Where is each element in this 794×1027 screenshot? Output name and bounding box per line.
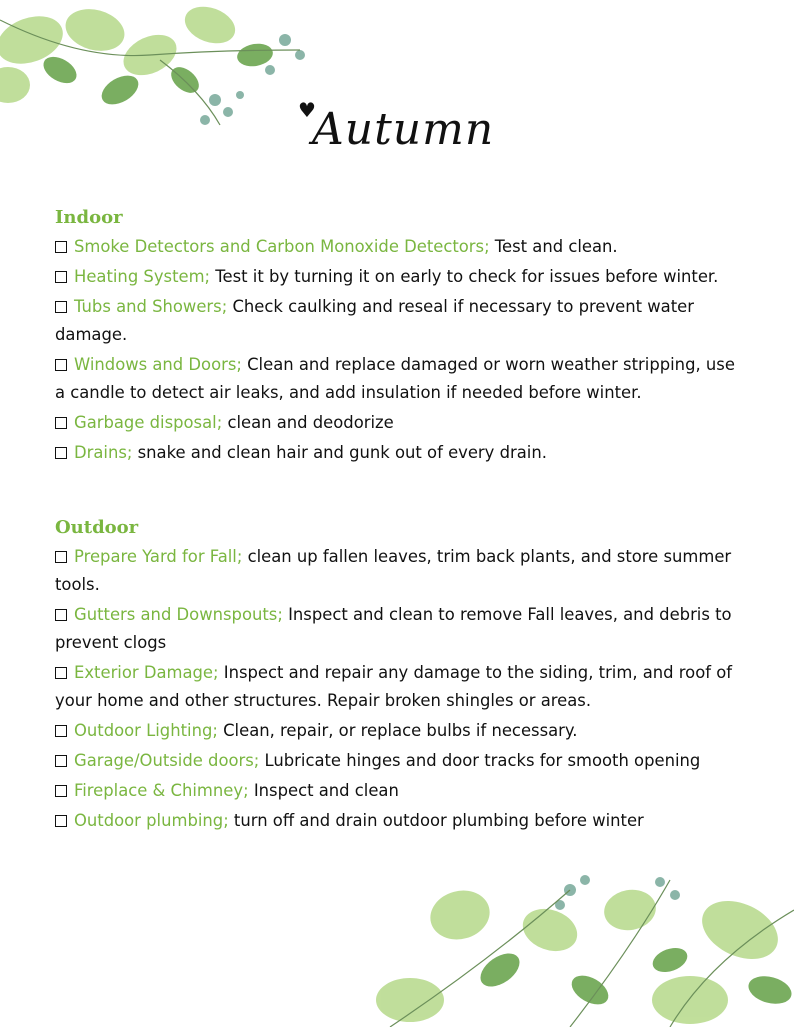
page-title: Autumn — [312, 104, 495, 155]
item-description: Lubricate hinges and door tracks for smooth opening — [259, 751, 701, 770]
checkbox[interactable] — [55, 301, 67, 313]
checkbox[interactable] — [55, 271, 67, 283]
checklist-item — [55, 717, 745, 745]
item-description: clean and deodorize — [222, 413, 394, 432]
checklist-item — [55, 351, 745, 407]
checkbox[interactable] — [55, 551, 67, 563]
checklist-item — [55, 263, 745, 291]
checkbox[interactable] — [55, 815, 67, 827]
checklist-item — [55, 439, 745, 467]
item-description: snake and clean hair and gunk out of every drain. — [132, 443, 547, 462]
section-indoor — [55, 207, 745, 469]
checklist-item — [55, 777, 745, 805]
item-name: Gutters and Downspouts; — [74, 605, 283, 624]
checklist-item — [55, 543, 745, 599]
checkbox[interactable] — [55, 447, 67, 459]
item-name: Drains; — [74, 443, 133, 462]
checkbox[interactable] — [55, 359, 67, 371]
item-description: Test it by turning it on early to check for issues before winter. — [210, 267, 719, 286]
item-description: Check caulking and reseal if necessary to prevent water damage. — [55, 297, 694, 344]
item-name: Outdoor plumbing; — [74, 811, 229, 830]
checklist-item — [55, 601, 745, 657]
title-block — [298, 100, 558, 170]
item-description: Test and clean. — [489, 237, 618, 256]
item-name: Garage/Outside doors; — [74, 751, 260, 770]
checklist-item — [55, 293, 745, 349]
item-description: Inspect and clean — [248, 781, 399, 800]
section-heading: Outdoor — [55, 517, 139, 538]
foliage-bottom-decoration — [370, 870, 794, 1027]
checkbox[interactable] — [55, 785, 67, 797]
item-name: Outdoor Lighting; — [74, 721, 218, 740]
checkbox[interactable] — [55, 667, 67, 679]
checkbox[interactable] — [55, 755, 67, 767]
item-name: Garbage disposal; — [74, 413, 223, 432]
item-name: Exterior Damage; — [74, 663, 219, 682]
item-description: Clean and replace damaged or worn weather stripping, use a candle to detect air leaks, and add insulation if needed before winter. — [55, 355, 735, 402]
checklist-item — [55, 747, 745, 775]
section-heading: Indoor — [55, 207, 123, 228]
checklist-item — [55, 409, 745, 437]
checkbox[interactable] — [55, 725, 67, 737]
item-name: Fireplace & Chimney; — [74, 781, 249, 800]
item-description: Inspect and repair any damage to the siding, trim, and roof of your home and other structures. Repair broken shingles or areas. — [55, 663, 733, 710]
foliage-top-decoration — [0, 0, 330, 145]
item-name: Prepare Yard for Fall; — [74, 547, 243, 566]
heart-icon: ♥ — [298, 98, 316, 122]
item-name: Smoke Detectors and Carbon Monoxide Detectors; — [74, 237, 490, 256]
item-name: Windows and Doors; — [74, 355, 242, 374]
checkbox[interactable] — [55, 417, 67, 429]
checklist-item — [55, 233, 745, 261]
item-name: Heating System; — [74, 267, 211, 286]
item-description: Clean, repair, or replace bulbs if necessary. — [217, 721, 578, 740]
item-name: Tubs and Showers; — [74, 297, 228, 316]
section-outdoor — [55, 517, 745, 837]
checkbox[interactable] — [55, 609, 67, 621]
checkbox[interactable] — [55, 241, 67, 253]
item-description: Inspect and clean to remove Fall leaves, and debris to prevent clogs — [55, 605, 732, 652]
item-description: clean up fallen leaves, trim back plants, and store summer tools. — [55, 547, 732, 594]
checklist-item — [55, 659, 745, 715]
item-description: turn off and drain outdoor plumbing before winter — [228, 811, 644, 830]
checklist-item — [55, 807, 745, 835]
